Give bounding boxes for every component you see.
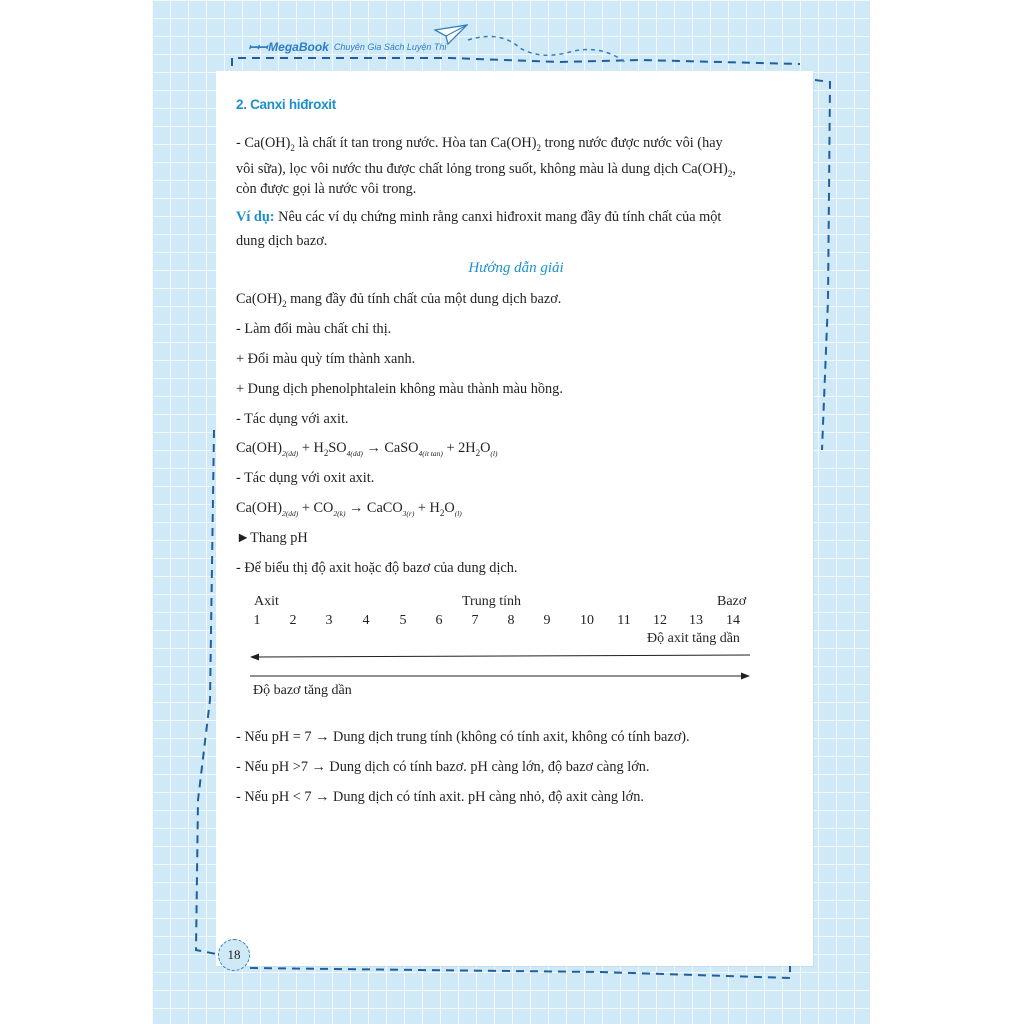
- guide-title: Hướng dẫn giải: [468, 260, 564, 276]
- ph-number: 10: [580, 613, 594, 628]
- rule-line: - Nếu pH < 7 → Dung dịch có tính axit. pH càng nhỏ, độ axit càng lớn.: [236, 789, 644, 805]
- equation-2: $Ca(OH)_{2(dd)} + CO_{2(k)}$ → CaCO$_{3(r)}$ + $H_2O_{(l)}$: [236, 500, 462, 518]
- page-number-badge: 18: [218, 939, 250, 971]
- base-increase-label: Độ bazơ tăng dần: [253, 683, 352, 698]
- base-arrow: [250, 669, 750, 683]
- example-line: dung dịch bazơ.: [236, 233, 328, 249]
- page-sheet: [216, 71, 813, 966]
- solution-line: $Ca(OH)_2$ mang đầy đủ tính chất của một dung dịch bazơ.: [236, 291, 562, 309]
- brand-name: MegaBook: [268, 40, 329, 54]
- section-title: 2. Canxi hiđroxit: [236, 97, 336, 112]
- solution-line: + Dung dịch phenolphtalein không màu thành màu hồng.: [236, 381, 563, 397]
- brand-tagline: Chuyên Gia Sách Luyện Thi: [333, 42, 447, 52]
- solution-line: - Tác dụng với oxit axit.: [236, 470, 375, 486]
- ph-number: 13: [689, 613, 703, 628]
- ph-number: 8: [507, 613, 515, 628]
- paragraph-line: vôi sữa), lọc vôi nước thu được chất lỏng trong suốt, không màu là dung dịch $Ca(OH)_2$,: [236, 161, 736, 179]
- paragraph-line: - $Ca(OH)_2$ là chất ít tan trong nước. Hòa $\tan Ca(OH)_2$ trong nước được nước vôi (hay: [236, 135, 723, 153]
- solution-line: - Để biểu thị độ axit hoặc độ bazơ của dung dịch.: [236, 560, 518, 576]
- ph-number: 9: [543, 613, 551, 628]
- ph-number: 14: [726, 613, 740, 628]
- example-line: Ví dụ: Nêu các ví dụ chứng minh rằng canxi hiđroxit mang đầy đủ tính chất của một: [236, 209, 722, 225]
- ph-number: 3: [325, 613, 333, 628]
- solution-line: - Làm đổi màu chất chỉ thị.: [236, 321, 392, 337]
- ph-neutral-label: Trung tính: [462, 594, 522, 609]
- ph-base-label: Bazơ: [717, 594, 747, 609]
- acid-arrow: [250, 650, 750, 664]
- acid-increase-label: Độ axit tăng dần: [647, 631, 740, 646]
- ph-number: 5: [399, 613, 407, 628]
- megabook-logo-icon: ꟷꟷ: [248, 40, 266, 55]
- ph-number: 11: [617, 613, 631, 628]
- ph-number: 2: [289, 613, 297, 628]
- solution-line: - Tác dụng với axit.: [236, 411, 349, 427]
- equation-1: $Ca(OH)_{2(dd)} + H_2SO_{4(dd)}$ → CaSO$_{4(ít tan)}$ + $2H_2O_{(l)}$: [236, 440, 498, 458]
- example-label: Ví dụ:: [236, 209, 275, 225]
- ph-scale: [233, 592, 747, 702]
- book-header: [248, 38, 446, 56]
- ph-acid-label: Axit: [254, 594, 279, 609]
- solution-line: + Đổi màu quỳ tím thành xanh.: [236, 351, 416, 367]
- rule-line: - Nếu pH >7 → Dung dịch có tính bazơ. pH càng lớn, độ bazơ càng lớn.: [236, 759, 650, 775]
- ph-number: 12: [653, 613, 667, 628]
- ph-number: 4: [362, 613, 370, 628]
- solution-line: ►Thang pH: [236, 530, 308, 546]
- paragraph-line: còn được gọi là nước vôi trong.: [236, 181, 417, 197]
- ph-number: 6: [435, 613, 443, 628]
- rule-line: - Nếu pH = 7 → Dung dịch trung tính (không có tính axit, không có tính bazơ).: [236, 729, 690, 745]
- ph-number: 1: [253, 613, 261, 628]
- ph-number: 7: [471, 613, 479, 628]
